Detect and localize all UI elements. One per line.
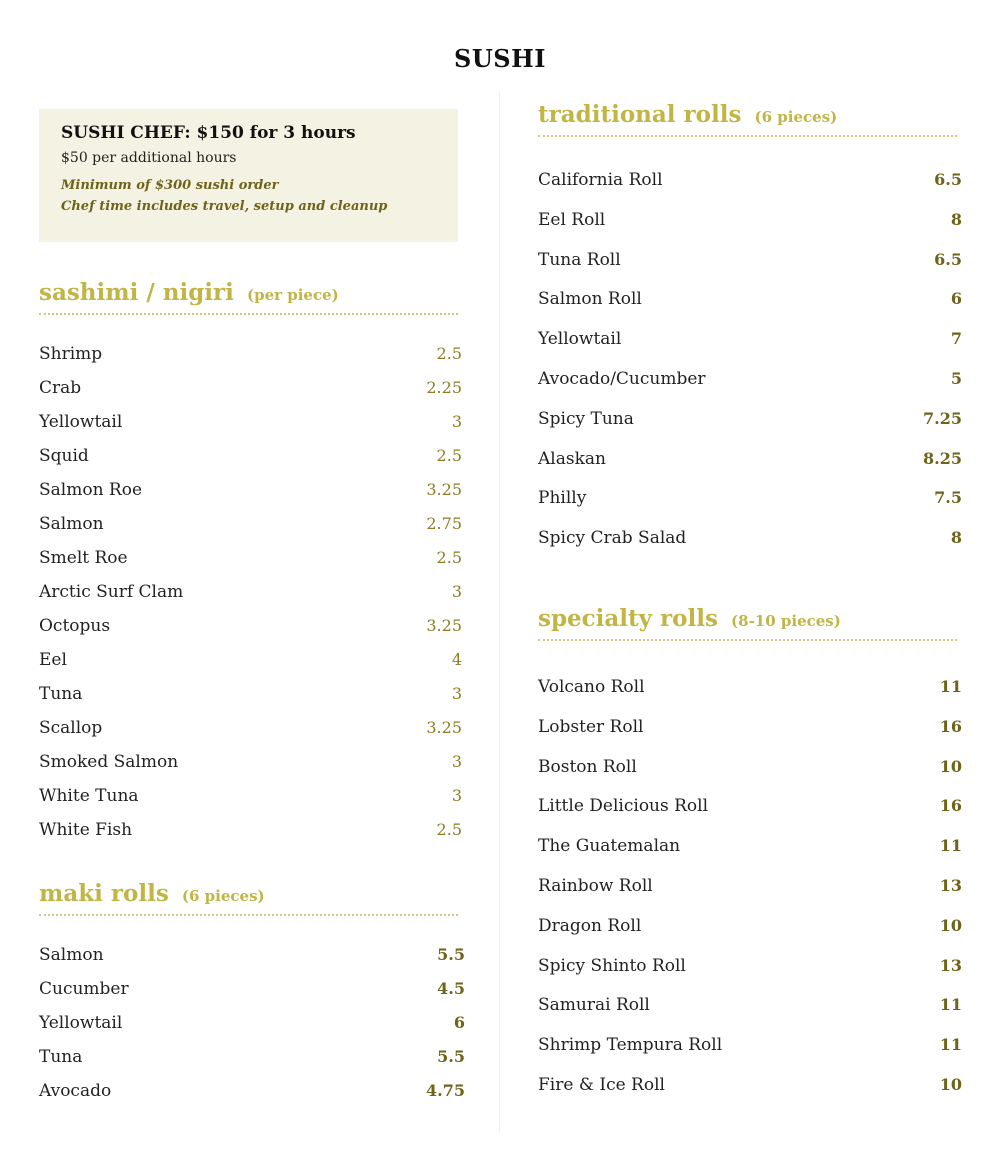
menu-item-price: 2.5 (436, 344, 462, 363)
menu-item-price: 3 (451, 752, 462, 771)
menu-item-price: 7 (950, 329, 962, 349)
menu-item-price: 2.5 (436, 446, 462, 465)
menu-item-name: The Guatemalan (538, 836, 681, 857)
menu-item-price: 8 (950, 209, 962, 229)
menu-item-name: Salmon Roll (538, 289, 642, 310)
menu-item-name: Fire & Ice Roll (538, 1075, 665, 1095)
menu-item (39, 820, 462, 842)
section-subtitle: (6 pieces) (181, 887, 265, 905)
menu-item-price: 2.5 (436, 548, 462, 567)
menu-item (538, 717, 962, 739)
menu-item-price: 2.5 (436, 820, 462, 839)
menu-item-name: Spicy Tuna (538, 408, 634, 429)
menu-item-price: 7.5 (934, 488, 962, 508)
menu-item-price: 8 (950, 528, 962, 548)
menu-item (39, 616, 462, 638)
menu-item-name: White Tuna (39, 786, 139, 806)
menu-item-name: White Fish (39, 820, 133, 840)
menu-item-name: Boston Roll (538, 756, 637, 777)
menu-item (538, 528, 962, 550)
menu-item (39, 979, 465, 1001)
section-header (538, 101, 957, 137)
menu-item-name: Philly (538, 488, 587, 509)
menu-item-price: 3.25 (426, 480, 462, 499)
menu-item-name: Volcano Roll (538, 677, 645, 697)
menu-item-name: Yellowtail (39, 1013, 123, 1033)
menu-item-name: Yellowtail (39, 412, 123, 432)
menu-item-name: Arctic Surf Clam (39, 582, 184, 602)
chef-notes (61, 175, 436, 217)
menu-item-price: 13 (939, 955, 962, 975)
menu-item-price: 6.5 (934, 170, 962, 189)
menu-item-price: 10 (939, 1075, 962, 1094)
chef-note: Minimum of $300 sushi order (61, 178, 279, 193)
menu-item-name: Eel Roll (538, 209, 606, 230)
menu-item (39, 945, 465, 967)
menu-item-name: Shrimp Tempura Roll (538, 1035, 723, 1056)
section-traditional-rolls (538, 101, 962, 549)
menu-item (538, 836, 962, 858)
menu-item (538, 1035, 962, 1057)
menu-item-name: Smoked Salmon (39, 752, 179, 772)
menu-item-price: 4.5 (437, 979, 465, 998)
menu-item-name: Spicy Crab Salad (538, 528, 687, 549)
column-divider (499, 92, 500, 1132)
menu-item-price: 7.25 (923, 408, 962, 428)
sushi-chef-box (39, 109, 458, 242)
menu-item (39, 1013, 465, 1035)
menu-item-price: 10 (939, 915, 962, 935)
menu-item (39, 786, 462, 808)
menu-item-name: Salmon (39, 514, 104, 534)
menu-item (39, 684, 462, 706)
menu-item (39, 650, 462, 672)
menu-item-name: Samurai Roll (538, 995, 650, 1016)
menu-item (538, 170, 962, 192)
menu-item-name: Eel (39, 650, 67, 670)
menu-item (538, 1075, 962, 1097)
menu-item-name: Squid (39, 446, 89, 466)
menu-item-price: 8.25 (923, 448, 962, 468)
section-subtitle: (8-10 pieces) (731, 612, 841, 630)
menu-item-price: 6 (950, 289, 962, 309)
menu-item-price: 3 (451, 412, 462, 431)
section-title: traditional rolls (538, 101, 742, 128)
menu-item-name: Avocado (39, 1081, 112, 1101)
menu-item-price: 13 (939, 876, 962, 895)
menu-item-price: 4.75 (426, 1081, 465, 1100)
menu-item (39, 582, 462, 604)
chef-subtitle: $50 per additional hours (61, 150, 237, 166)
menu-item-name: Scallop (39, 718, 103, 738)
menu-item-name: Lobster Roll (538, 716, 644, 737)
menu-item-name: Alaskan (538, 448, 606, 469)
section-subtitle: (6 pieces) (754, 108, 838, 126)
menu-item-name: Avocado/Cucumber (538, 369, 706, 389)
menu-item-name: Little Delicious Roll (538, 796, 709, 817)
menu-item-name: Smelt Roe (39, 548, 128, 568)
menu-item-name: Shrimp (39, 344, 103, 364)
menu-item-price: 3 (451, 786, 462, 805)
menu-item-price: 3 (451, 582, 462, 601)
menu-item (39, 378, 462, 400)
menu-item (39, 344, 462, 366)
menu-item-price: 4 (451, 650, 462, 669)
menu-item-name: California Roll (538, 170, 663, 190)
menu-item-price: 5.5 (437, 945, 465, 964)
menu-item (39, 446, 462, 468)
menu-item (39, 752, 462, 774)
menu-item-name: Salmon Roe (39, 480, 143, 500)
section-title: sashimi / nigiri (39, 279, 234, 306)
section-header (39, 880, 458, 916)
menu-item-price: 3.25 (426, 718, 462, 737)
menu-item-price: 2.75 (426, 514, 462, 533)
menu-item-name: Tuna Roll (538, 249, 621, 270)
menu-item-price: 16 (939, 716, 962, 736)
menu-item (538, 995, 962, 1017)
menu-item (538, 916, 962, 938)
menu-item (538, 409, 962, 431)
menu-item (538, 449, 962, 471)
menu-item (538, 796, 962, 818)
chef-note: Chef time includes travel, setup and cleanup (61, 199, 388, 214)
menu-item-name: Spicy Shinto Roll (538, 955, 686, 976)
menu-item (39, 1047, 465, 1069)
menu-item-price: 3 (451, 684, 462, 703)
menu-item-price: 3.25 (426, 616, 462, 635)
menu-item-name: Octopus (39, 616, 111, 636)
menu-item (538, 289, 962, 311)
menu-item-price: 11 (939, 995, 962, 1015)
section-subtitle: (per piece) (246, 286, 339, 304)
menu-item (39, 412, 462, 434)
menu-item-price: 2.25 (426, 378, 462, 397)
menu-item-name: Salmon (39, 945, 104, 965)
menu-item-name: Crab (39, 378, 82, 398)
menu-item-name: Rainbow Roll (538, 876, 653, 896)
menu-item (538, 876, 962, 898)
chef-title: SUSHI CHEF: $150 for 3 hours (61, 123, 356, 143)
menu-item (538, 210, 962, 232)
section-specialty-rolls (538, 605, 962, 1095)
menu-item-name: Dragon Roll (538, 915, 642, 936)
menu-item-price: 11 (939, 836, 962, 856)
menu-item (538, 488, 962, 510)
menu-item (39, 548, 462, 570)
menu-item-price: 5.5 (437, 1047, 465, 1066)
menu-item-price: 5 (950, 369, 962, 388)
section-title: specialty rolls (538, 605, 718, 632)
menu-item (39, 480, 462, 502)
section-title: maki rolls (39, 880, 169, 907)
section-header (39, 279, 458, 315)
menu-item-price: 11 (939, 1035, 962, 1055)
menu-item-price: 6.5 (934, 249, 962, 269)
section-maki-rolls (39, 880, 465, 1101)
menu-item (538, 369, 962, 391)
menu-item (538, 757, 962, 779)
page-title: SUSHI (454, 44, 546, 73)
menu-item (538, 956, 962, 978)
menu-item-price: 11 (939, 677, 962, 696)
menu-item-name: Tuna (39, 1047, 83, 1067)
menu-item (39, 718, 462, 740)
menu-item-name: Yellowtail (538, 329, 622, 350)
menu-item (538, 250, 962, 272)
menu-item-price: 10 (939, 756, 962, 776)
section-header (538, 605, 957, 641)
menu-item (538, 329, 962, 351)
section-sashimi-nigiri (39, 279, 462, 840)
menu-item (39, 514, 462, 536)
menu-item-price: 16 (939, 796, 962, 816)
menu-item (538, 677, 962, 699)
menu-item-name: Tuna (39, 684, 83, 704)
menu-item-price: 6 (453, 1013, 465, 1032)
menu-item (39, 1081, 465, 1103)
menu-item-name: Cucumber (39, 979, 129, 999)
